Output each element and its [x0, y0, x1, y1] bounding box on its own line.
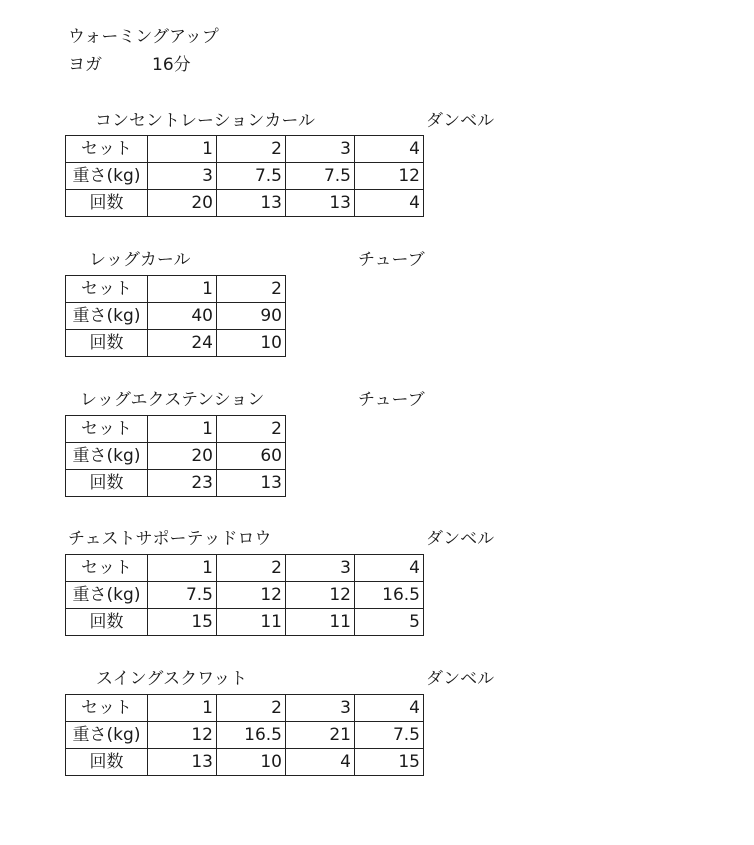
- exercise-name: チェストサポーテッドロウ: [68, 529, 272, 549]
- cell: 1: [148, 276, 217, 303]
- table-row-reps: [66, 609, 424, 636]
- cell: 90: [217, 303, 286, 330]
- cell: 13: [217, 470, 286, 497]
- row-label: 重さ(kg): [66, 303, 148, 330]
- cell: 20: [148, 443, 217, 470]
- warmup-activity: ヨガ: [68, 55, 102, 75]
- cell: 40: [148, 303, 217, 330]
- row-label: 重さ(kg): [66, 722, 148, 749]
- exercise-equipment: ダンベル: [426, 111, 495, 131]
- cell: 7.5: [148, 582, 217, 609]
- row-label: セット: [66, 276, 148, 303]
- cell: 2: [217, 136, 286, 163]
- cell: 15: [355, 749, 424, 776]
- cell: 1: [148, 136, 217, 163]
- table-row-weight: [66, 163, 424, 190]
- exercise-equipment: チューブ: [358, 390, 425, 410]
- table-row-reps: [66, 470, 286, 497]
- exercise-name: スイングスクワット: [96, 669, 248, 689]
- cell: 13: [286, 190, 355, 217]
- cell: 2: [217, 276, 286, 303]
- row-label: 回数: [66, 749, 148, 776]
- exercise-table: [65, 554, 424, 636]
- table-row-weight: [66, 303, 286, 330]
- table-row-reps: [66, 330, 286, 357]
- table-row-sets: [66, 276, 286, 303]
- table-row-weight: [66, 722, 424, 749]
- cell: 2: [217, 555, 286, 582]
- cell: 13: [217, 190, 286, 217]
- cell: 11: [217, 609, 286, 636]
- exercise-equipment: ダンベル: [426, 529, 495, 549]
- cell: 10: [217, 330, 286, 357]
- cell: 3: [148, 163, 217, 190]
- cell: 13: [148, 749, 217, 776]
- cell: 4: [355, 555, 424, 582]
- cell: 3: [286, 555, 355, 582]
- cell: 4: [355, 190, 424, 217]
- row-label: 重さ(kg): [66, 163, 148, 190]
- cell: 4: [355, 695, 424, 722]
- exercise-equipment: ダンベル: [426, 669, 495, 689]
- cell: 12: [217, 582, 286, 609]
- cell: 4: [286, 749, 355, 776]
- cell: 4: [355, 136, 424, 163]
- row-label: 重さ(kg): [66, 582, 148, 609]
- cell: 12: [148, 722, 217, 749]
- exercise-equipment: チューブ: [358, 250, 425, 270]
- cell: 3: [286, 136, 355, 163]
- cell: 7.5: [286, 163, 355, 190]
- table-row-sets: [66, 555, 424, 582]
- exercise-name: レッグエクステンション: [80, 390, 265, 410]
- exercise-table: [65, 415, 286, 497]
- cell: 3: [286, 695, 355, 722]
- exercise-table: [65, 694, 424, 776]
- table-row-reps: [66, 749, 424, 776]
- cell: 1: [148, 416, 217, 443]
- row-label: セット: [66, 136, 148, 163]
- row-label: セット: [66, 555, 148, 582]
- row-label: 回数: [66, 609, 148, 636]
- exercise-name: コンセントレーションカール: [95, 111, 315, 131]
- cell: 5: [355, 609, 424, 636]
- exercise-table: [65, 275, 286, 357]
- cell: 12: [355, 163, 424, 190]
- cell: 1: [148, 695, 217, 722]
- row-label: 重さ(kg): [66, 443, 148, 470]
- cell: 16.5: [355, 582, 424, 609]
- cell: 7.5: [355, 722, 424, 749]
- warmup-title: ウォーミングアップ: [68, 27, 219, 47]
- exercise-name: レッグカール: [89, 250, 191, 270]
- cell: 11: [286, 609, 355, 636]
- exercise-table: [65, 135, 424, 217]
- cell: 1: [148, 555, 217, 582]
- table-row-weight: [66, 443, 286, 470]
- row-label: 回数: [66, 190, 148, 217]
- row-label: 回数: [66, 470, 148, 497]
- cell: 20: [148, 190, 217, 217]
- cell: 2: [217, 695, 286, 722]
- cell: 10: [217, 749, 286, 776]
- row-label: セット: [66, 695, 148, 722]
- table-row-weight: [66, 582, 424, 609]
- table-row-sets: [66, 695, 424, 722]
- row-label: セット: [66, 416, 148, 443]
- cell: 7.5: [217, 163, 286, 190]
- cell: 60: [217, 443, 286, 470]
- warmup-duration: 16分: [152, 55, 191, 75]
- cell: 24: [148, 330, 217, 357]
- row-label: 回数: [66, 330, 148, 357]
- cell: 16.5: [217, 722, 286, 749]
- table-row-sets: [66, 416, 286, 443]
- table-row-sets: [66, 136, 424, 163]
- cell: 23: [148, 470, 217, 497]
- cell: 12: [286, 582, 355, 609]
- cell: 2: [217, 416, 286, 443]
- table-row-reps: [66, 190, 424, 217]
- cell: 15: [148, 609, 217, 636]
- cell: 21: [286, 722, 355, 749]
